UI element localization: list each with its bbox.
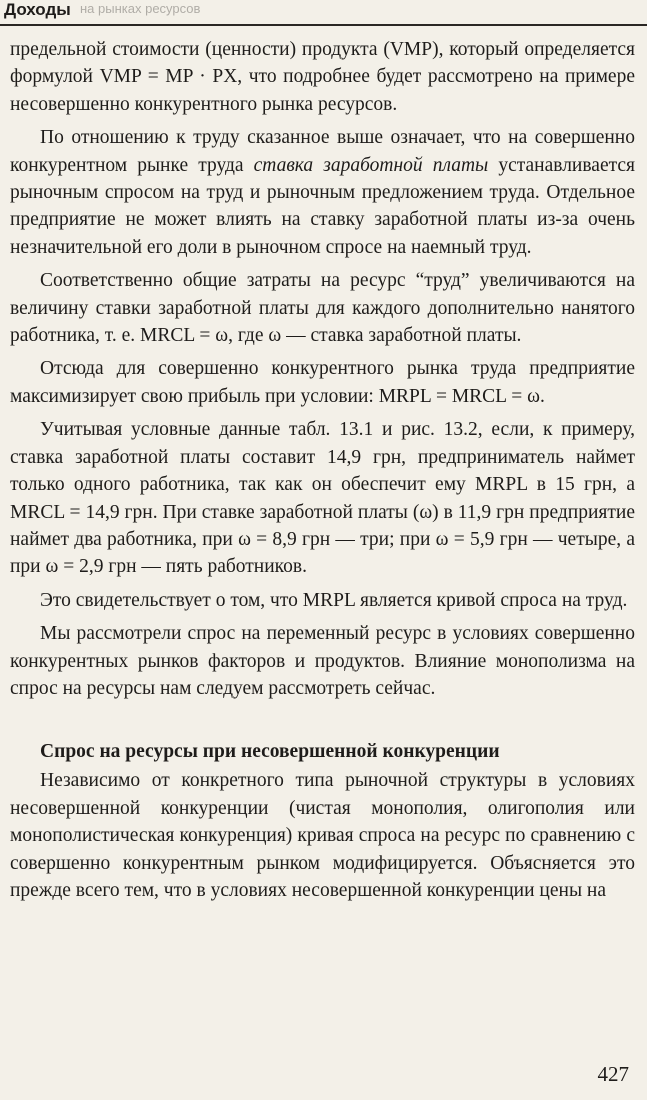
paragraph-2-part-a: По отношению к труду сказанное выше означает, что на совершенно конкурентном рынке труда [10, 127, 635, 176]
term-wage-rate: ставка заработной платы [253, 154, 489, 176]
paragraph-7: Мы рассмотрели спрос на переменный ресурс в условиях совершенно конкурентных рынков факторов и продуктов. Влияние монополизма на спрос на ресурсы нам следуем рассмотреть сейчас. [10, 623, 635, 699]
body-text [10, 36, 635, 910]
paragraph-5: Учитывая условные данные табл. 13.1 и рис. 13.2, если, к примеру, ставка заработной платы составит 14,9 грн, предприниматель наймет только одного работника, так как он обеспечит ему MRPL в 15 грн, а MRCL = 14,9 грн. При ставке заработной платы (ω) в 11,9 грн предприятие наймет два работника, при ω = 8,9 грн — три; при ω = 5,9 грн — четыре, а при ω = 2,9 грн — пять работников. [10, 419, 635, 578]
paragraph-2-part-b: устанавливается рыночным спросом на труд и рыночным предложением труда. Отдельное предприятие не может влиять на ставку заработной платы из-за очень незначительной его доли в рыночном спросе на наемный труд. [10, 154, 635, 258]
paragraph-3: Соответственно общие затраты на ресурс “труд” увеличиваются на величину ставки заработной платы для каждого дополнительно нанятого работника, т. е. MRCL = ω, где ω — ставка заработной платы. [10, 270, 635, 347]
paragraph-2 [10, 124, 635, 261]
running-header [0, 0, 647, 26]
section-heading: Спрос на ресурсы при несовершенной конкуренции [40, 741, 500, 763]
paragraph-6: Это свидетельствует о том, что MRPL является кривой спроса на труд. [40, 589, 628, 611]
paragraph-1: предельной стоимости (ценности) продукта (VMP), который определяется формулой VMP = MP · PX, что подробнее будет рассмотрено на примере несовершенно конкурентного рынка ресурсов. [10, 39, 635, 115]
paragraph-4: Отсюда для совершенно конкурентного рынка труда предприятие максимизирует свою прибыль при условии: MRPL = MRCL = ω. [10, 358, 635, 407]
section-paragraph-1: Независимо от конкретного типа рыночной структуры в условиях несовершенной конкуренции (чистая монополия, олигополия или монополистическая конкуренция) кривая спроса на ресурс по сравнению с совершенно конкурентным рынком модифицируется. Объясняется это прежде всего тем, что в условиях несовершенной конкуренции цены на [10, 770, 635, 901]
running-header-title: Доходы [4, 0, 71, 19]
running-header-subtitle: на рынках ресурсов [80, 1, 201, 16]
page-number: 427 [597, 1062, 629, 1086]
